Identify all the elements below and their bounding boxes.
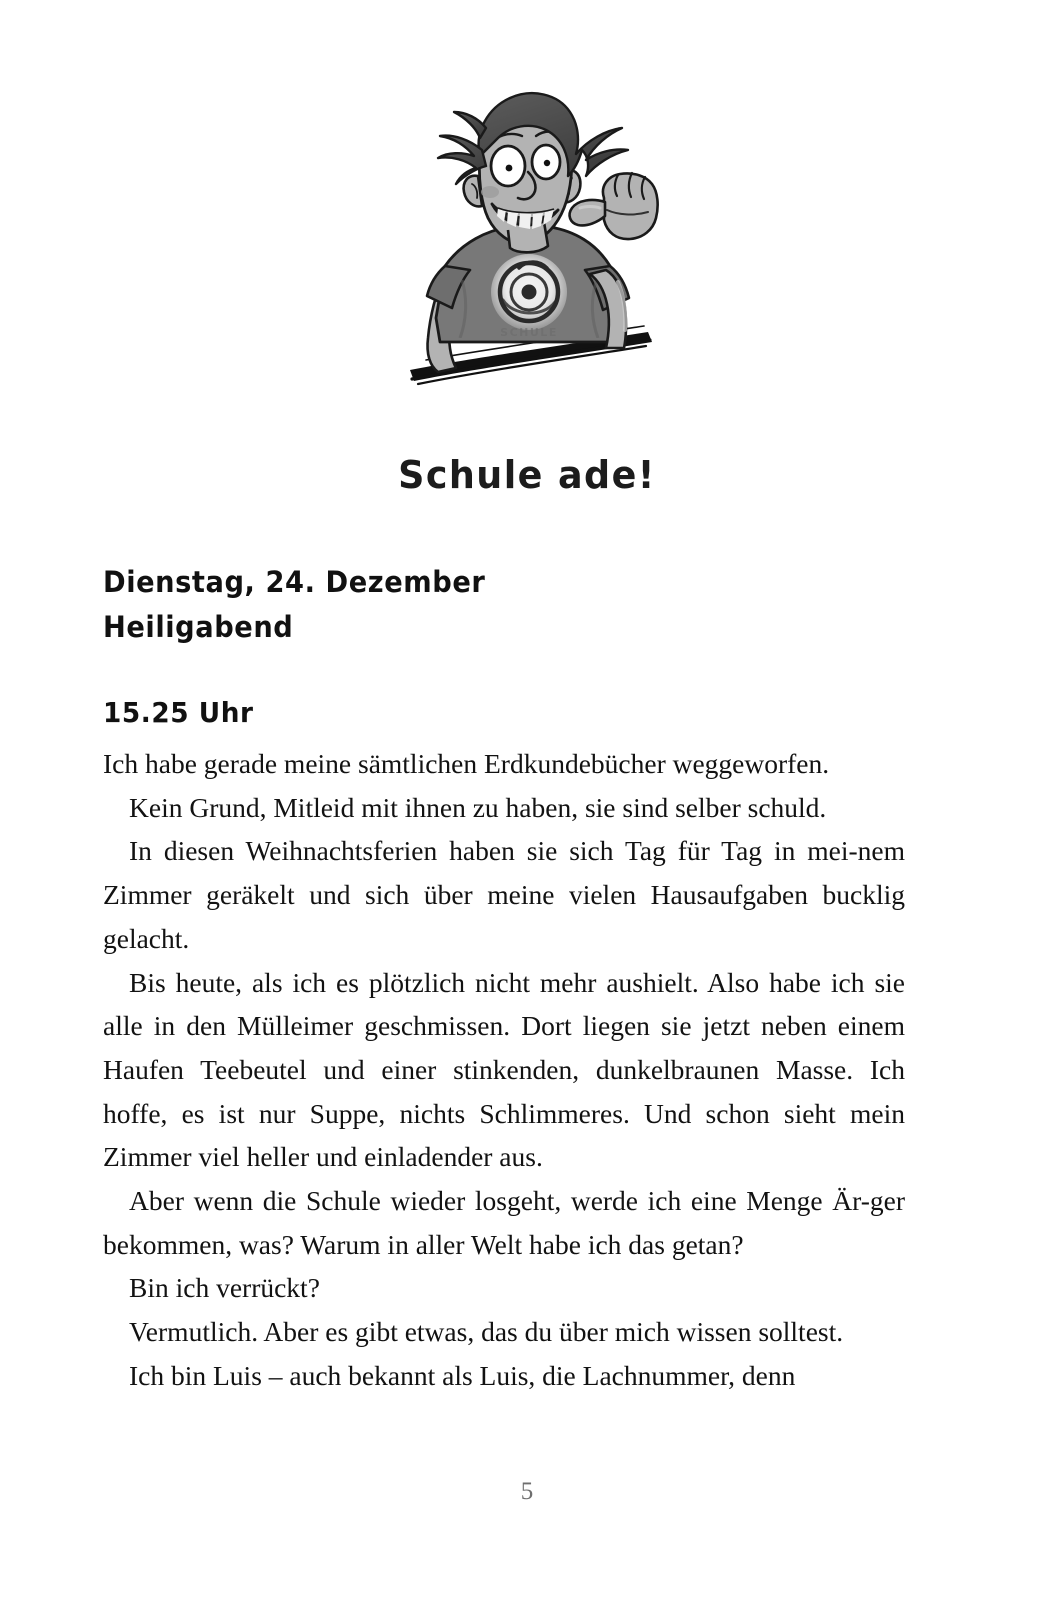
chapter-illustration-container (0, 70, 1054, 400)
paragraph: Bin ich verrückt? (129, 1272, 320, 1304)
fist-icon (570, 173, 658, 239)
entry-date-line: Dienstag, 24. Dezember (103, 565, 486, 599)
boy-thumbs-up-at-desk-illustration (382, 70, 672, 400)
paragraph: Aber wenn die Schule wieder losgeht, werde ich eine Menge Är-ger bekommen, was? Warum in aller Welt habe ich das getan? (103, 1185, 905, 1260)
entry-time-heading: 15.25 Uhr (103, 696, 254, 729)
entry-occasion-line: Heiligabend (103, 610, 294, 644)
diary-entry-heading (103, 560, 864, 650)
paragraph: Kein Grund, Mitleid mit ihnen zu haben, sie sind selber schuld. (129, 791, 827, 823)
paragraph: Bis heute, als ich es plötzlich nicht mehr aushielt. Also habe ich sie alle in den Mülleimer geschmissen. Dort liegen sie jetzt neben einem Haufen Teebeutel und einer stinkenden, dunkelbraunen Masse. Ich hoffe, es ist nur Suppe, nichts Schlimmeres. Und schon sieht mein Zimmer viel heller und einladender aus. (103, 966, 905, 1173)
paragraph: Ich bin Luis – auch bekannt als Luis, die Lachnummer, denn (129, 1359, 796, 1391)
body-text (103, 742, 905, 1398)
paragraph: Ich habe gerade meine sämtlichen Erdkundebücher weggeworfen. (103, 748, 830, 779)
svg-text:SCHULE: SCHULE (500, 326, 558, 339)
paragraph: In diesen Weihnachtsferien haben sie sich Tag für Tag in mei-nem Zimmer geräkelt und sich über meine vielen Hausaufgaben bucklig gelacht. (103, 835, 905, 954)
tshirt-logo (491, 254, 567, 339)
page-number: 5 (520, 1478, 534, 1505)
paragraph: Vermutlich. Aber es gibt etwas, das du über mich wissen solltest. (129, 1316, 844, 1348)
chapter-title: Schule ade! (398, 453, 656, 498)
